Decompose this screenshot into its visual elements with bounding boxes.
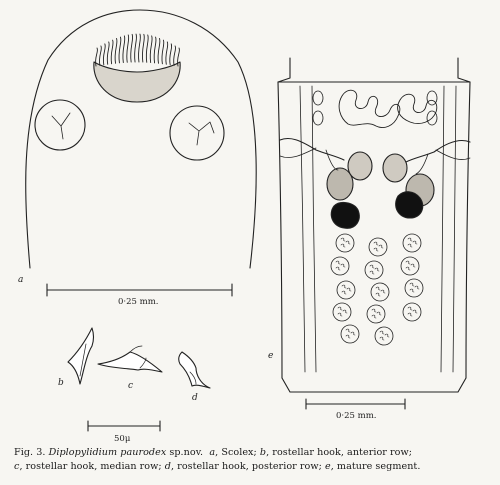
scale-label-segment: 0·25 mm.: [336, 411, 377, 421]
scale-label-hooks: 50μ: [114, 434, 131, 444]
caption-key-d: d: [164, 461, 171, 472]
panel-label-c: c: [128, 381, 134, 391]
caption-key-b: b: [259, 447, 267, 458]
caption-rest-1: sp.nov.: [166, 447, 204, 458]
caption-key-c: c: [14, 461, 20, 472]
caption-text-e: , mature segment.: [330, 461, 421, 472]
scale-bar-segment: [306, 399, 405, 409]
caption-fig-label: Fig. 3.: [14, 447, 46, 458]
caption-key-a: a: [209, 447, 216, 458]
caption-text-b: , rostellar hook, anterior row;: [266, 447, 413, 458]
panel-label-d: d: [192, 393, 198, 403]
hook-c-drawing: [98, 346, 162, 372]
hook-b-drawing: [68, 328, 94, 384]
caption-text-a: , Scolex;: [215, 447, 260, 458]
scale-bar-scolex: [47, 284, 232, 296]
caption-species: Diplopylidium paurodex: [48, 447, 167, 458]
caption-text-d: , rostellar hook, posterior row;: [170, 461, 325, 472]
hook-d-drawing: [179, 352, 210, 388]
figure-caption: [14, 446, 492, 474]
panel-label-a: a: [18, 275, 24, 285]
scale-label-scolex: 0·25 mm.: [118, 297, 159, 307]
panel-label-b: b: [58, 378, 64, 388]
caption-key-e: e: [324, 461, 331, 472]
caption-text-c: , rostellar hook, median row;: [19, 461, 165, 472]
scale-bar-hooks: [88, 421, 160, 431]
panel-label-e: e: [268, 351, 274, 361]
scolex-drawing: [26, 10, 257, 268]
segment-drawing: [278, 58, 470, 392]
